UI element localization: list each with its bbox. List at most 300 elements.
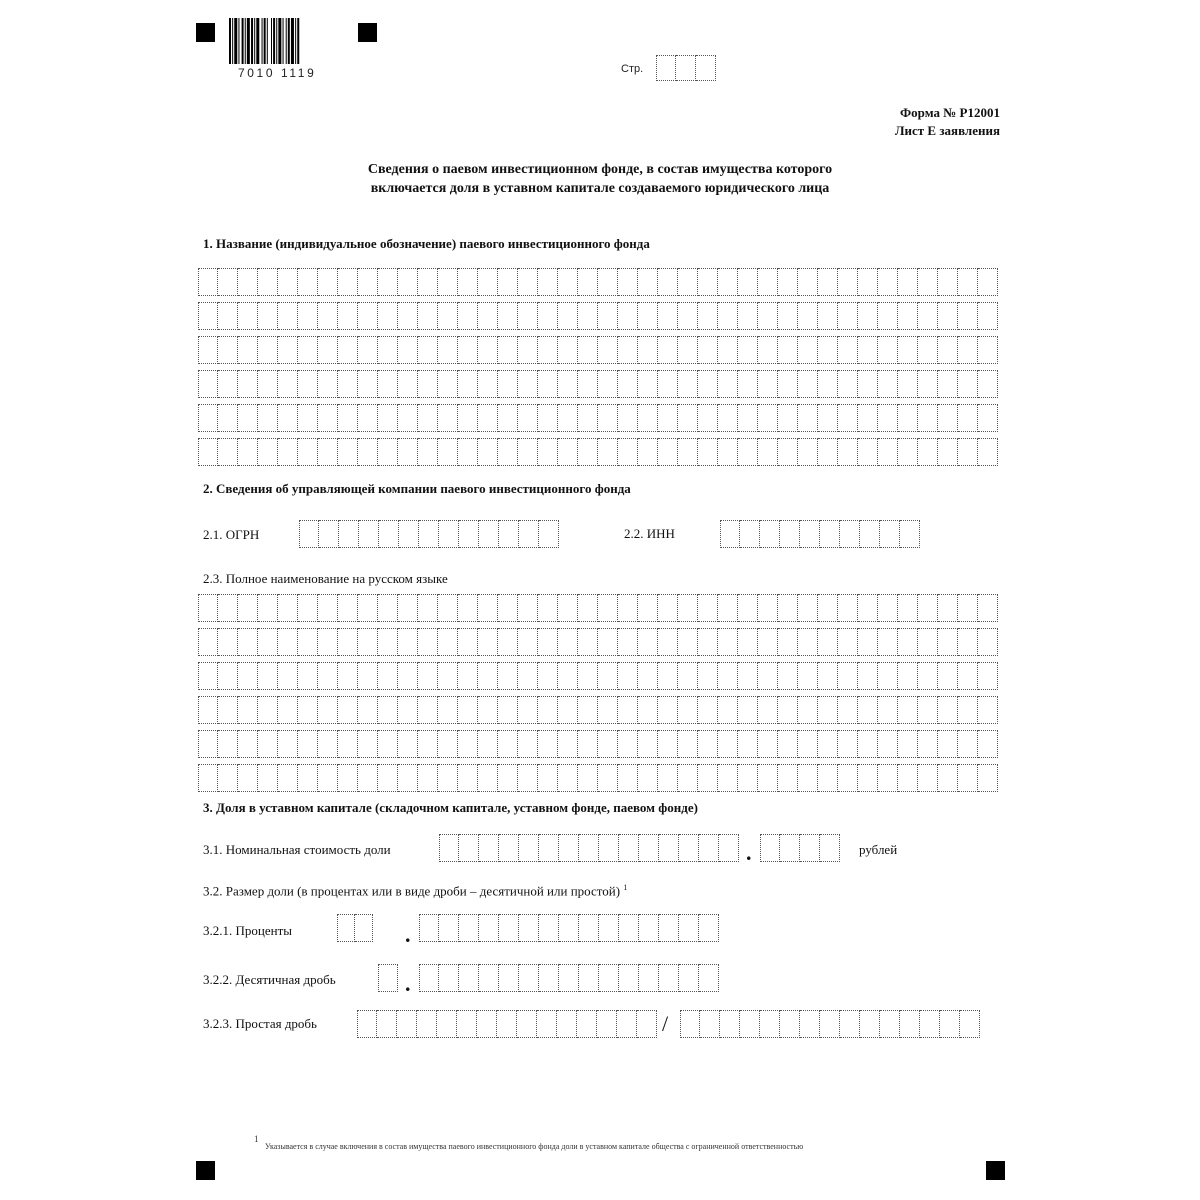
character-cell[interactable] [498,628,518,656]
character-cell[interactable] [438,404,458,432]
character-cell[interactable] [258,696,278,724]
character-cell[interactable] [638,594,658,622]
character-cell[interactable] [700,1010,720,1038]
character-cell[interactable] [598,370,618,398]
character-cell[interactable] [558,438,578,466]
character-cell[interactable] [840,1010,860,1038]
character-cell[interactable] [698,764,718,792]
character-cell[interactable] [559,834,579,862]
character-cell[interactable] [518,730,538,758]
character-cell[interactable] [458,336,478,364]
cell-row[interactable] [357,1010,657,1038]
character-cell[interactable] [798,594,818,622]
character-cell[interactable] [638,302,658,330]
character-cell[interactable] [878,336,898,364]
character-cell[interactable] [398,594,418,622]
character-cell[interactable] [458,404,478,432]
character-cell[interactable] [639,914,659,942]
character-cell[interactable] [518,696,538,724]
character-cell[interactable] [378,268,398,296]
character-cell[interactable] [678,764,698,792]
character-cell[interactable] [298,370,318,398]
character-cell[interactable] [918,336,938,364]
character-cell[interactable] [818,628,838,656]
character-cell[interactable] [978,404,998,432]
character-cell[interactable] [820,520,840,548]
character-cell[interactable] [918,268,938,296]
character-cell[interactable] [958,302,978,330]
character-cell[interactable] [238,336,258,364]
character-cell[interactable] [778,696,798,724]
character-cell[interactable] [938,370,958,398]
character-cell[interactable] [198,438,218,466]
character-cell[interactable] [838,628,858,656]
character-cell[interactable] [558,302,578,330]
cell-row[interactable] [198,730,998,758]
character-cell[interactable] [758,370,778,398]
character-cell[interactable] [658,628,678,656]
character-cell[interactable] [718,438,738,466]
character-cell[interactable] [656,55,676,81]
character-cell[interactable] [218,730,238,758]
character-cell[interactable] [579,914,599,942]
character-cell[interactable] [778,764,798,792]
character-cell[interactable] [398,268,418,296]
character-cell[interactable] [659,834,679,862]
character-cell[interactable] [478,628,498,656]
character-cell[interactable] [218,336,238,364]
character-cell[interactable] [619,964,639,992]
character-cell[interactable] [338,404,358,432]
character-cell[interactable] [398,696,418,724]
character-cell[interactable] [517,1010,537,1038]
character-cell[interactable] [318,438,338,466]
character-cell[interactable] [878,594,898,622]
character-cell[interactable] [478,438,498,466]
character-cell[interactable] [579,834,599,862]
character-cell[interactable] [458,268,478,296]
character-cell[interactable] [858,662,878,690]
character-cell[interactable] [678,438,698,466]
character-cell[interactable] [780,1010,800,1038]
character-cell[interactable] [478,730,498,758]
character-cell[interactable] [798,438,818,466]
character-cell[interactable] [378,302,398,330]
character-cell[interactable] [740,1010,760,1038]
character-cell[interactable] [638,662,658,690]
character-cell[interactable] [818,336,838,364]
character-cell[interactable] [557,1010,577,1038]
character-cell[interactable] [278,370,298,398]
character-cell[interactable] [358,438,378,466]
character-cell[interactable] [278,662,298,690]
character-cell[interactable] [299,520,319,548]
character-cell[interactable] [258,594,278,622]
character-cell[interactable] [958,404,978,432]
character-cell[interactable] [838,594,858,622]
character-cell[interactable] [720,1010,740,1038]
character-cell[interactable] [318,696,338,724]
character-cell[interactable] [778,268,798,296]
character-cell[interactable] [398,730,418,758]
character-cell[interactable] [618,404,638,432]
character-cell[interactable] [558,404,578,432]
character-cell[interactable] [258,438,278,466]
character-cell[interactable] [638,438,658,466]
character-cell[interactable] [378,438,398,466]
character-cell[interactable] [898,370,918,398]
character-cell[interactable] [958,730,978,758]
character-cell[interactable] [698,268,718,296]
character-cell[interactable] [318,628,338,656]
character-cell[interactable] [638,764,658,792]
cell-row[interactable] [760,834,840,862]
character-cell[interactable] [818,438,838,466]
character-cell[interactable] [898,268,918,296]
character-cell[interactable] [638,696,658,724]
character-cell[interactable] [958,662,978,690]
character-cell[interactable] [518,764,538,792]
character-cell[interactable] [637,1010,657,1038]
character-cell[interactable] [738,336,758,364]
character-cell[interactable] [920,1010,940,1038]
character-cell[interactable] [958,370,978,398]
character-cell[interactable] [498,404,518,432]
character-cell[interactable] [597,1010,617,1038]
character-cell[interactable] [439,914,459,942]
character-cell[interactable] [218,764,238,792]
character-cell[interactable] [758,438,778,466]
character-cell[interactable] [978,370,998,398]
character-cell[interactable] [458,370,478,398]
character-cell[interactable] [918,438,938,466]
character-cell[interactable] [198,336,218,364]
character-cell[interactable] [678,268,698,296]
character-cell[interactable] [458,594,478,622]
character-cell[interactable] [619,914,639,942]
character-cell[interactable] [618,696,638,724]
character-cell[interactable] [298,336,318,364]
character-cell[interactable] [298,764,318,792]
character-cell[interactable] [918,662,938,690]
character-cell[interactable] [377,1010,397,1038]
character-cell[interactable] [437,1010,457,1038]
character-cell[interactable] [878,764,898,792]
cell-row[interactable] [198,696,998,724]
character-cell[interactable] [478,336,498,364]
character-cell[interactable] [518,594,538,622]
character-cell[interactable] [658,764,678,792]
character-cell[interactable] [598,628,618,656]
character-cell[interactable] [718,404,738,432]
character-cell[interactable] [578,696,598,724]
character-cell[interactable] [298,662,318,690]
character-cell[interactable] [938,628,958,656]
character-cell[interactable] [618,662,638,690]
character-cell[interactable] [278,628,298,656]
character-cell[interactable] [978,730,998,758]
character-cell[interactable] [900,1010,920,1038]
character-cell[interactable] [418,438,438,466]
character-cell[interactable] [338,662,358,690]
character-cell[interactable] [358,594,378,622]
character-cell[interactable] [680,1010,700,1038]
character-cell[interactable] [960,1010,980,1038]
character-cell[interactable] [378,730,398,758]
character-cell[interactable] [418,336,438,364]
character-cell[interactable] [820,834,840,862]
character-cell[interactable] [198,268,218,296]
character-cell[interactable] [499,834,519,862]
character-cell[interactable] [978,628,998,656]
character-cell[interactable] [599,964,619,992]
character-cell[interactable] [738,268,758,296]
character-cell[interactable] [198,302,218,330]
character-cell[interactable] [538,370,558,398]
character-cell[interactable] [358,696,378,724]
character-cell[interactable] [278,302,298,330]
character-cell[interactable] [378,696,398,724]
cell-row[interactable] [198,594,998,622]
character-cell[interactable] [738,438,758,466]
character-cell[interactable] [218,302,238,330]
character-cell[interactable] [918,594,938,622]
character-cell[interactable] [618,302,638,330]
character-cell[interactable] [537,1010,557,1038]
character-cell[interactable] [718,764,738,792]
character-cell[interactable] [459,914,479,942]
character-cell[interactable] [598,662,618,690]
character-cell[interactable] [238,404,258,432]
character-cell[interactable] [798,628,818,656]
cell-row[interactable] [198,370,998,398]
character-cell[interactable] [418,370,438,398]
character-cell[interactable] [800,834,820,862]
character-cell[interactable] [638,404,658,432]
character-cell[interactable] [578,370,598,398]
character-cell[interactable] [658,268,678,296]
character-cell[interactable] [418,764,438,792]
character-cell[interactable] [198,730,218,758]
character-cell[interactable] [718,336,738,364]
character-cell[interactable] [398,764,418,792]
character-cell[interactable] [878,438,898,466]
character-cell[interactable] [538,268,558,296]
character-cell[interactable] [818,404,838,432]
character-cell[interactable] [438,764,458,792]
character-cell[interactable] [778,628,798,656]
character-cell[interactable] [438,662,458,690]
character-cell[interactable] [758,628,778,656]
character-cell[interactable] [638,268,658,296]
character-cell[interactable] [498,336,518,364]
character-cell[interactable] [978,594,998,622]
character-cell[interactable] [618,370,638,398]
character-cell[interactable] [698,302,718,330]
character-cell[interactable] [479,964,499,992]
character-cell[interactable] [858,438,878,466]
character-cell[interactable] [878,370,898,398]
character-cell[interactable] [298,438,318,466]
character-cell[interactable] [298,302,318,330]
character-cell[interactable] [678,594,698,622]
cell-row[interactable] [198,268,998,296]
character-cell[interactable] [938,336,958,364]
character-cell[interactable] [518,628,538,656]
character-cell[interactable] [738,730,758,758]
character-cell[interactable] [238,438,258,466]
character-cell[interactable] [898,730,918,758]
character-cell[interactable] [658,730,678,758]
character-cell[interactable] [720,520,740,548]
character-cell[interactable] [659,914,679,942]
character-cell[interactable] [218,268,238,296]
character-cell[interactable] [838,370,858,398]
character-cell[interactable] [198,594,218,622]
character-cell[interactable] [898,662,918,690]
character-cell[interactable] [438,370,458,398]
character-cell[interactable] [458,662,478,690]
character-cell[interactable] [458,438,478,466]
character-cell[interactable] [499,914,519,942]
character-cell[interactable] [418,268,438,296]
character-cell[interactable] [338,438,358,466]
character-cell[interactable] [338,594,358,622]
character-cell[interactable] [458,628,478,656]
character-cell[interactable] [778,730,798,758]
character-cell[interactable] [978,696,998,724]
character-cell[interactable] [438,696,458,724]
character-cell[interactable] [760,520,780,548]
character-cell[interactable] [258,662,278,690]
character-cell[interactable] [218,404,238,432]
character-cell[interactable] [438,438,458,466]
character-cell[interactable] [578,336,598,364]
character-cell[interactable] [378,594,398,622]
character-cell[interactable] [518,438,538,466]
character-cell[interactable] [678,336,698,364]
character-cell[interactable] [218,438,238,466]
character-cell[interactable] [439,834,459,862]
character-cell[interactable] [538,730,558,758]
character-cell[interactable] [438,302,458,330]
character-cell[interactable] [238,302,258,330]
character-cell[interactable] [938,764,958,792]
character-cell[interactable] [738,594,758,622]
character-cell[interactable] [519,914,539,942]
character-cell[interactable] [398,628,418,656]
character-cell[interactable] [778,662,798,690]
character-cell[interactable] [498,764,518,792]
character-cell[interactable] [358,628,378,656]
character-cell[interactable] [598,336,618,364]
character-cell[interactable] [198,370,218,398]
character-cell[interactable] [698,730,718,758]
character-cell[interactable] [238,730,258,758]
character-cell[interactable] [918,764,938,792]
character-cell[interactable] [678,404,698,432]
character-cell[interactable] [618,628,638,656]
character-cell[interactable] [338,370,358,398]
character-cell[interactable] [357,1010,377,1038]
character-cell[interactable] [478,696,498,724]
character-cell[interactable] [778,438,798,466]
character-cell[interactable] [318,404,338,432]
character-cell[interactable] [818,696,838,724]
character-cell[interactable] [898,438,918,466]
character-cell[interactable] [498,438,518,466]
character-cell[interactable] [938,730,958,758]
character-cell[interactable] [519,964,539,992]
character-cell[interactable] [337,914,355,942]
character-cell[interactable] [338,764,358,792]
character-cell[interactable] [498,662,518,690]
character-cell[interactable] [478,764,498,792]
character-cell[interactable] [798,730,818,758]
character-cell[interactable] [658,438,678,466]
character-cell[interactable] [198,662,218,690]
character-cell[interactable] [379,520,399,548]
character-cell[interactable] [338,302,358,330]
character-cell[interactable] [958,336,978,364]
character-cell[interactable] [498,268,518,296]
character-cell[interactable] [738,404,758,432]
character-cell[interactable] [918,302,938,330]
character-cell[interactable] [618,336,638,364]
character-cell[interactable] [278,336,298,364]
character-cell[interactable] [698,404,718,432]
character-cell[interactable] [898,336,918,364]
character-cell[interactable] [858,336,878,364]
character-cell[interactable] [398,302,418,330]
character-cell[interactable] [818,302,838,330]
character-cell[interactable] [718,662,738,690]
character-cell[interactable] [538,594,558,622]
cell-row[interactable] [198,302,998,330]
character-cell[interactable] [278,594,298,622]
character-cell[interactable] [498,594,518,622]
character-cell[interactable] [339,520,359,548]
character-cell[interactable] [338,268,358,296]
character-cell[interactable] [398,370,418,398]
character-cell[interactable] [858,696,878,724]
character-cell[interactable] [518,404,538,432]
character-cell[interactable] [598,438,618,466]
character-cell[interactable] [678,662,698,690]
character-cell[interactable] [798,696,818,724]
character-cell[interactable] [358,662,378,690]
character-cell[interactable] [458,730,478,758]
character-cell[interactable] [699,834,719,862]
character-cell[interactable] [598,404,618,432]
character-cell[interactable] [738,370,758,398]
character-cell[interactable] [878,628,898,656]
character-cell[interactable] [778,404,798,432]
character-cell[interactable] [318,730,338,758]
character-cell[interactable] [818,594,838,622]
character-cell[interactable] [898,302,918,330]
character-cell[interactable] [658,370,678,398]
character-cell[interactable] [938,268,958,296]
character-cell[interactable] [458,302,478,330]
character-cell[interactable] [418,696,438,724]
character-cell[interactable] [658,696,678,724]
character-cell[interactable] [958,268,978,296]
character-cell[interactable] [598,764,618,792]
character-cell[interactable] [618,764,638,792]
character-cell[interactable] [718,594,738,622]
character-cell[interactable] [478,268,498,296]
